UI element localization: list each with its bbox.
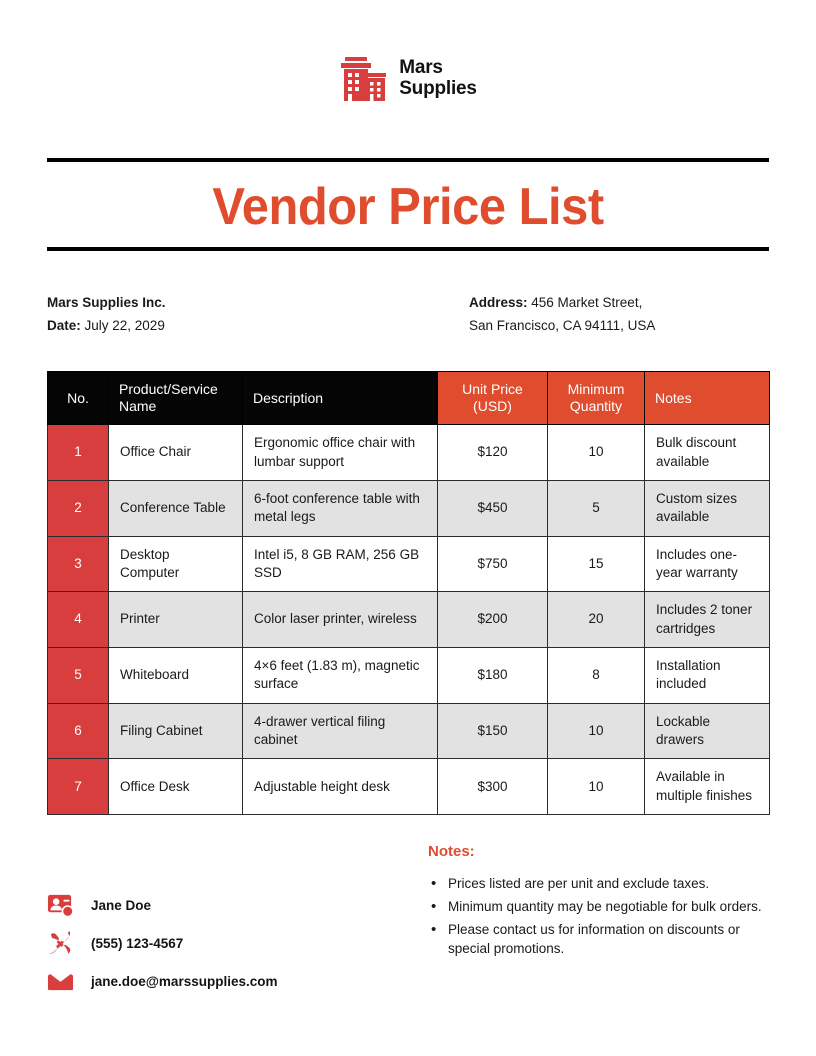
row-number: 2: [48, 480, 109, 536]
row-description: 6-foot conference table with metal legs: [243, 480, 438, 536]
row-product-name: Filing Cabinet: [109, 703, 243, 759]
row-notes: Custom sizes available: [645, 480, 770, 536]
brand-name-line1: Mars: [399, 57, 443, 79]
brand-name-line2: Supplies: [399, 78, 477, 99]
row-description: Ergonomic office chair with lumbar support: [243, 425, 438, 481]
contact-email-address: jane.doe@marssupplies.com: [91, 973, 278, 989]
row-unit-price: $180: [438, 648, 548, 704]
table-row: [48, 425, 770, 481]
row-product-name: Printer: [109, 592, 243, 648]
row-number: 7: [48, 759, 109, 815]
column-header-name: Product/Service Name: [109, 372, 243, 425]
row-product-name: Office Desk: [109, 759, 243, 815]
row-notes: Lockable drawers: [645, 703, 770, 759]
notes-list-item: • Please contact us for information on discounts or special promotions.: [428, 920, 773, 958]
notes-list: [428, 874, 773, 959]
address-value: 456 Market Street,: [527, 295, 643, 310]
table-header-row: [48, 372, 770, 425]
row-notes: Available in multiple finishes: [645, 759, 770, 815]
row-notes: Includes one-year warranty: [645, 536, 770, 592]
row-notes: Installation included: [645, 648, 770, 704]
row-minimum-quantity: 10: [548, 425, 645, 481]
column-header-desc: Description: [243, 372, 438, 425]
row-notes: Includes 2 toner cartridges: [645, 592, 770, 648]
document-date: Date: July 22, 2029: [47, 318, 165, 334]
row-notes: Bulk discount available: [645, 425, 770, 481]
notes-list-item: • Minimum quantity may be negotiable for bulk orders.: [428, 897, 773, 916]
row-minimum-quantity: 8: [548, 648, 645, 704]
table-row: [48, 759, 770, 815]
notes-list-item: • Prices listed are per unit and exclude taxes.: [428, 874, 773, 893]
column-header-no: No.: [48, 372, 109, 425]
row-unit-price: $300: [438, 759, 548, 815]
row-minimum-quantity: 10: [548, 759, 645, 815]
price-table: [47, 371, 770, 815]
row-product-name: Desktop Computer: [109, 536, 243, 592]
buildings-icon: [339, 55, 389, 103]
document-meta: [47, 291, 769, 337]
divider-top: [47, 158, 769, 162]
column-header-price: Unit Price (USD): [438, 372, 548, 425]
table-row: [48, 648, 770, 704]
contact-person-row: [47, 886, 377, 924]
row-number: 1: [48, 425, 109, 481]
table-row: [48, 703, 770, 759]
row-description: Color laser printer, wireless: [243, 592, 438, 648]
meta-right-column: [469, 291, 769, 337]
row-unit-price: $150: [438, 703, 548, 759]
contact-section: [47, 886, 377, 1000]
brand-name: [399, 58, 477, 99]
row-unit-price: $200: [438, 592, 548, 648]
row-description: 4-drawer vertical filing cabinet: [243, 703, 438, 759]
row-unit-price: $450: [438, 480, 548, 536]
notes-heading: Notes:: [428, 843, 475, 860]
row-number: 5: [48, 648, 109, 704]
divider-bottom: [47, 247, 769, 251]
row-description: Adjustable height desk: [243, 759, 438, 815]
row-minimum-quantity: 15: [548, 536, 645, 592]
meta-left-column: [47, 291, 377, 337]
table-body: [48, 425, 770, 815]
row-number: 3: [48, 536, 109, 592]
address-line-2: San Francisco, CA 94111, USA: [469, 318, 656, 334]
row-description: 4×6 feet (1.83 m), magnetic surface: [243, 648, 438, 704]
column-header-quantity: Minimum Quantity: [548, 372, 645, 425]
row-number: 4: [48, 592, 109, 648]
envelope-icon: [47, 968, 74, 995]
contact-person-name: Jane Doe: [91, 897, 152, 913]
table-row: [48, 592, 770, 648]
notes-section: [428, 843, 773, 963]
row-minimum-quantity: 5: [548, 480, 645, 536]
row-minimum-quantity: 20: [548, 592, 645, 648]
contact-email-row[interactable]: [47, 962, 377, 1000]
address-line-1: Address: 456 Market Street,: [469, 295, 643, 310]
row-unit-price: $120: [438, 425, 548, 481]
contact-card-icon: [47, 892, 74, 919]
row-number: 6: [48, 703, 109, 759]
contact-phone-number: (555) 123-4567: [91, 935, 184, 951]
contact-phone-row[interactable]: [47, 924, 377, 962]
table-row: [48, 536, 770, 592]
row-product-name: Whiteboard: [109, 648, 243, 704]
row-product-name: Conference Table: [109, 480, 243, 536]
row-product-name: Office Chair: [109, 425, 243, 481]
row-description: Intel i5, 8 GB RAM, 256 GB SSD: [243, 536, 438, 592]
company-name: Mars Supplies Inc.: [47, 295, 166, 310]
row-minimum-quantity: 10: [548, 703, 645, 759]
row-unit-price: $750: [438, 536, 548, 592]
table-row: [48, 480, 770, 536]
phone-icon: [47, 930, 74, 957]
date-value: July 22, 2029: [80, 318, 165, 334]
brand-logo: [0, 55, 816, 103]
page-title: Vendor Price List: [212, 178, 604, 236]
column-header-notes: Notes: [645, 372, 770, 425]
